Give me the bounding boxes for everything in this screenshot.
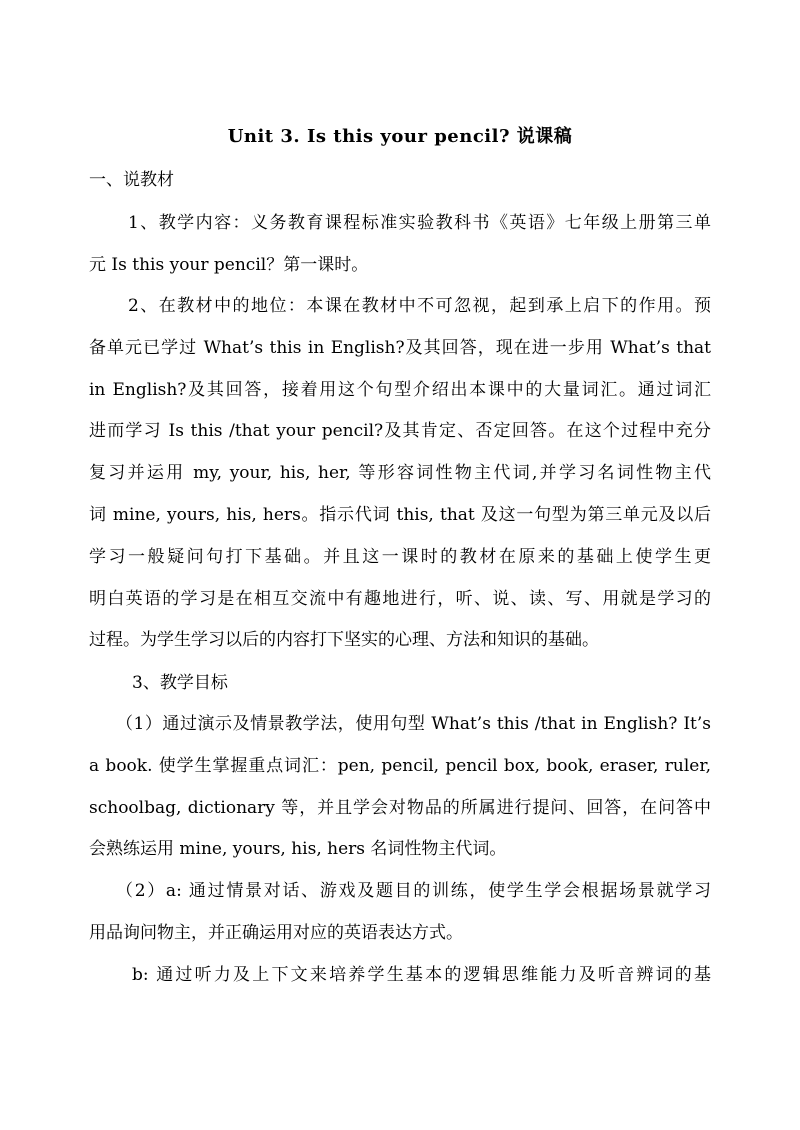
paragraph-line: 复习并运用 my, your, his, her, 等形容词性物主代词,并学习名词性物主代 (89, 463, 711, 483)
paragraph-line: 元 Is this your pencil？第一课时。 (89, 255, 369, 275)
subsection-heading: 3、教学目标 (132, 673, 228, 693)
paragraph-line: 明白英语的学习是在相互交流中有趣地进行，听、说、读、写、用就是学习的 (89, 589, 711, 609)
paragraph-line: （2）a: 通过情景对话、游戏及题目的训练，使学生学会根据场景就学习 (116, 881, 711, 901)
paragraph-line: 备单元已学过 What’s this in English?及其回答，现在进一步用 What’s that (89, 338, 711, 358)
paragraph-line: b: 通过听力及上下文来培养学生基本的逻辑思维能力及听音辨词的基 (132, 965, 711, 985)
paragraph-line: 用品询问物主，并正确运用对应的英语表达方式。 (89, 923, 463, 943)
paragraph-line: schoolbag, dictionary 等，并且学会对物品的所属进行提问、回答，在问答中 (89, 798, 711, 818)
paragraph-line: 学习一般疑问句打下基础。并且这一课时的教材在原来的基础上使学生更 (89, 547, 711, 567)
section-heading: 一、说教材 (89, 170, 174, 190)
paragraph-line: 进而学习 Is this /that your pencil?及其肯定、否定回答。在这个过程中充分 (89, 421, 711, 441)
paragraph-line: 过程。为学生学习以后的内容打下坚实的心理、方法和知识的基础。 (89, 630, 599, 650)
document-title: Unit 3. Is this your pencil? 说课稿 (227, 126, 573, 147)
paragraph-line: in English?及其回答，接着用这个句型介绍出本课中的大量词汇。通过词汇 (89, 380, 711, 400)
paragraph-line: 词 mine, yours, his, hers。指示代词 this, that 及这一句型为第三单元及以后 (89, 505, 711, 525)
paragraph-line: （1）通过演示及情景教学法，使用句型 What’s this /that in English? It’s (116, 714, 711, 734)
paragraph-line: 会熟练运用 mine, yours, his, hers 名词性物主代词。 (89, 839, 507, 859)
paragraph-line: 1、教学内容：义务教育课程标准实验教科书《英语》七年级上册第三单 (128, 213, 711, 233)
paragraph-line: a book. 使学生掌握重点词汇：pen, pencil, pencil box, book, eraser, ruler, (89, 756, 711, 776)
paragraph-line: 2、在教材中的地位：本课在教材中不可忽视，起到承上启下的作用。预 (128, 296, 711, 316)
